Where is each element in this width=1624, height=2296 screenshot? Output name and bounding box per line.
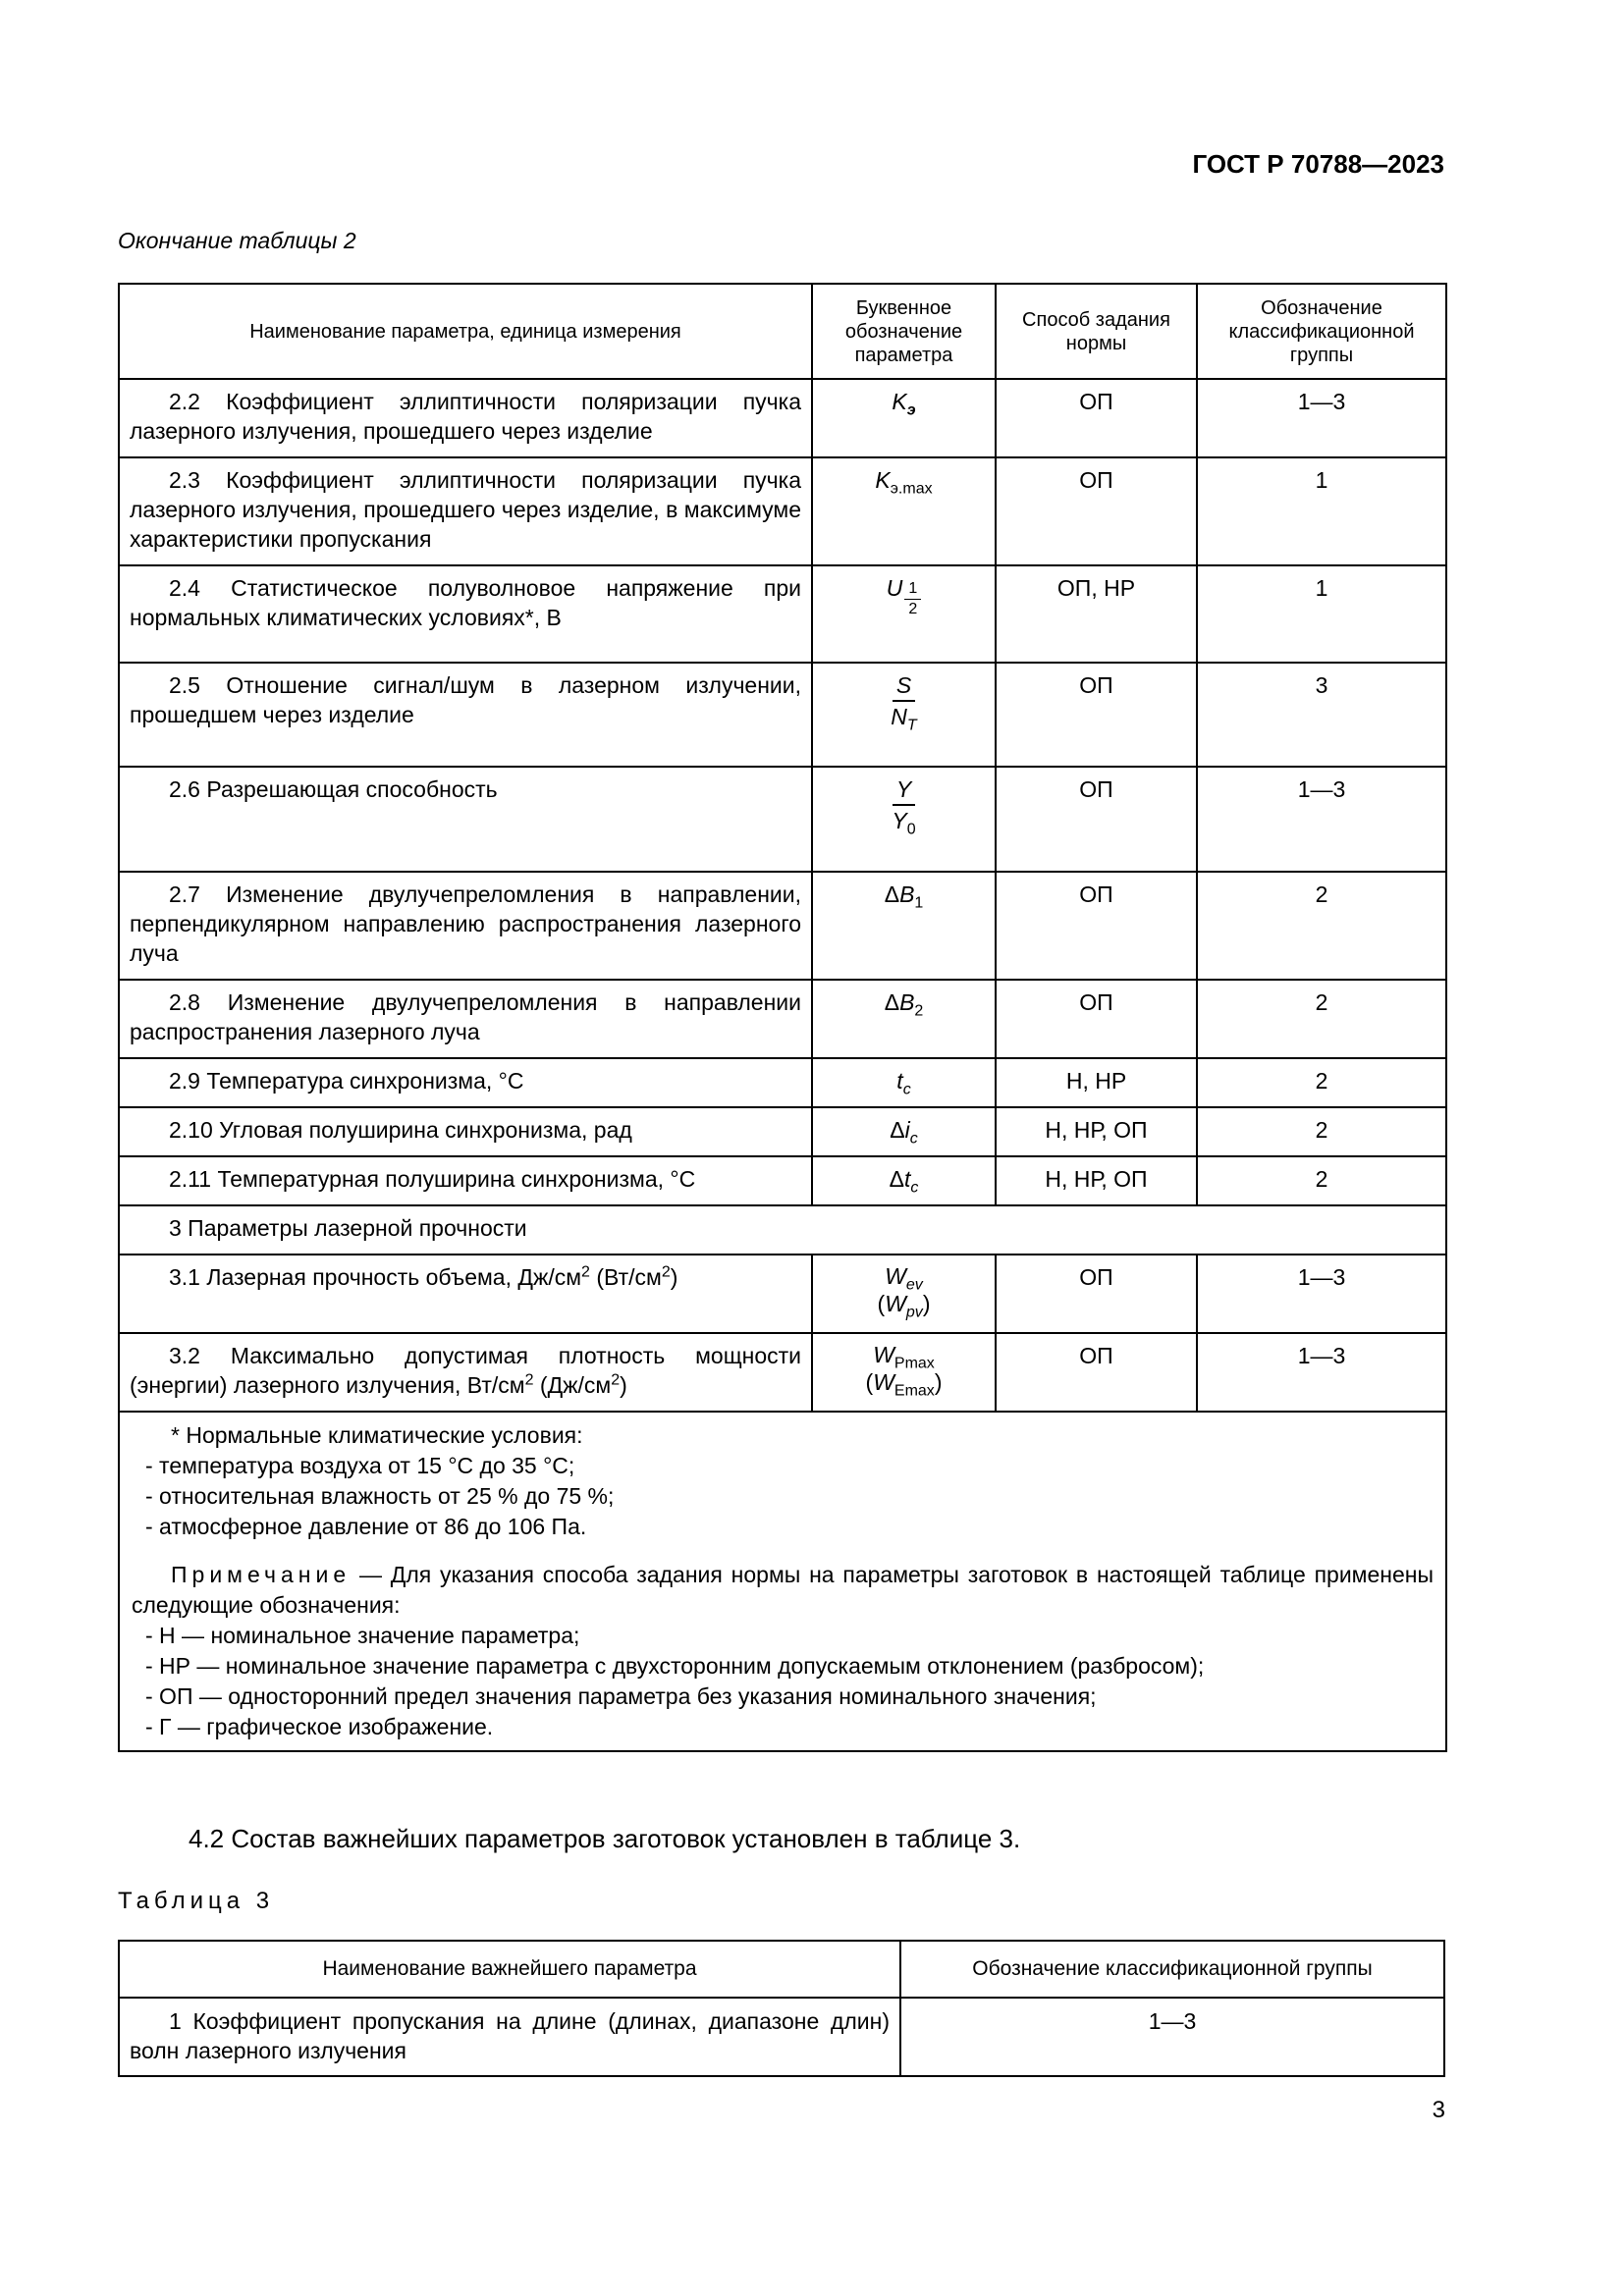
class-group: 2 [1197, 1156, 1446, 1205]
table-row [119, 379, 1446, 457]
norm-method: ОП [996, 980, 1197, 1058]
parameters-table [118, 283, 1447, 1752]
table-row [119, 1107, 1446, 1156]
class-group: 1—3 [1197, 379, 1446, 457]
table-row [119, 1333, 1446, 1412]
class-group: 1—3 [900, 1998, 1444, 2076]
note-item: - НР — номинальное значение параметра с двухсторонним допускаемым отклонением (разбросом); [145, 1653, 1205, 1679]
notes-row [119, 1412, 1446, 1751]
norm-method: ОП [996, 1255, 1197, 1333]
parameter-name: 2.10 Угловая полуширина синхронизма, рад [119, 1107, 812, 1156]
note-label: Примечание [171, 1562, 352, 1587]
table-notes [119, 1412, 1446, 1751]
table-row [119, 1156, 1446, 1205]
class-group: 1 [1197, 457, 1446, 565]
note-item: - ОП — односторонний предел значения параметра без указания номинального значения; [145, 1683, 1097, 1709]
parameter-name: 2.7 Изменение двулучепреломления в направлении, перпендикулярном направлению распространения лазерного луча [119, 872, 812, 980]
class-group: 1—3 [1197, 1333, 1446, 1412]
note-item: - Н — номинальное значение параметра; [145, 1623, 580, 1648]
norm-method: Н, НР, ОП [996, 1107, 1197, 1156]
key-parameters-table [118, 1940, 1445, 2077]
parameter-symbol: $K_э$ [812, 379, 996, 457]
table-row [119, 565, 1446, 663]
parameter-symbol: $t_c$ [812, 1058, 996, 1107]
header-key-parameter: Наименование важнейшего параметра [119, 1941, 900, 1998]
note-text: Примечание — Для указания способа задания нормы на параметры заготовок в настоящей таблице применены следующие обозначения: [132, 1562, 1434, 1618]
section-title: 3 Параметры лазерной прочности [119, 1205, 1446, 1255]
norm-method: ОП, НР [996, 565, 1197, 663]
table-row [119, 980, 1446, 1058]
section-row [119, 1205, 1446, 1255]
parameter-name: 2.6 Разрешающая способность [119, 767, 812, 872]
parameter-symbol: $W_{Pmax}$ $(W_{Emax})$ [812, 1333, 996, 1412]
footnote-item: - относительная влажность от 25 % до 75 %; [145, 1483, 615, 1509]
table-row [119, 457, 1446, 565]
header-class-group: Обозначение классификационной группы [900, 1941, 1444, 1998]
table-row [119, 767, 1446, 872]
parameter-symbol: U $\frac{1}{2}$ [812, 565, 996, 663]
table-row [119, 1255, 1446, 1333]
table-row [119, 663, 1446, 767]
parameter-name: 2.9 Температура синхронизма, °С [119, 1058, 812, 1107]
parameter-name: 2.3 Коэффициент эллиптичности поляризации пучка лазерного излучения, прошедшего через изделие, в максимуме характеристики пропускания [119, 457, 812, 565]
parameter-name: 2.2 Коэффициент эллиптичности поляризации пучка лазерного излучения, прошедшего через изделие [119, 379, 812, 457]
parameter-symbol: $\Delta i_c$ [812, 1107, 996, 1156]
table-row [119, 1998, 1444, 2076]
parameter-symbol: $K_{э.max}$ [812, 457, 996, 565]
class-group: 2 [1197, 872, 1446, 980]
note-item: - Г — графическое изображение. [145, 1714, 494, 1739]
paragraph-4-2: 4.2 Состав важнейших параметров заготовок установлен в таблице 3. [189, 1824, 1021, 1853]
document-code: ГОСТ Р 70788—2023 [1192, 149, 1444, 179]
table3-label: Таблица 3 [118, 1888, 275, 1914]
class-group: 1 [1197, 565, 1446, 663]
parameter-symbol: $\Delta B_1$ [812, 872, 996, 980]
footnote-title: * Нормальные климатические условия: [171, 1422, 583, 1448]
header-class-group: Обозначение классификационной группы [1197, 284, 1446, 379]
page-number: 3 [1432, 2097, 1445, 2123]
class-group: 3 [1197, 663, 1446, 767]
parameter-symbol: $\frac{S}{N_T}$ [812, 663, 996, 767]
parameter-name: 2.11 Температурная полуширина синхронизма, °С [119, 1156, 812, 1205]
class-group: 2 [1197, 1058, 1446, 1107]
parameter-symbol: $\frac{Y}{Y_0}$ [812, 767, 996, 872]
header-norm-method: Способ задания нормы [996, 284, 1197, 379]
table-header-row [119, 284, 1446, 379]
norm-method: ОП [996, 1333, 1197, 1412]
footnote-item: - атмосферное давление от 86 до 106 Па. [145, 1514, 587, 1539]
norm-method: Н, НР, ОП [996, 1156, 1197, 1205]
parameter-name: 2.8 Изменение двулучепреломления в направлении распространения лазерного луча [119, 980, 812, 1058]
norm-method: ОП [996, 457, 1197, 565]
class-group: 2 [1197, 980, 1446, 1058]
table-header-row [119, 1941, 1444, 1998]
norm-method: ОП [996, 872, 1197, 980]
parameter-name: 3.1 Лазерная прочность объема, $Дж/см^2$ $(Вт/см^2)$ [119, 1255, 812, 1333]
parameter-symbol: $W_{ev}$ $(W_{pv})$ [812, 1255, 996, 1333]
norm-method: Н, НР [996, 1058, 1197, 1107]
table-row [119, 1058, 1446, 1107]
header-symbol: Буквенное обозначение параметра [812, 284, 996, 379]
norm-method: ОП [996, 379, 1197, 457]
parameter-name: 2.5 Отношение сигнал/шум в лазерном излучении, прошедшем через изделие [119, 663, 812, 767]
header-parameter-name: Наименование параметра, единица измерения [119, 284, 812, 379]
norm-method: ОП [996, 663, 1197, 767]
class-group: 1—3 [1197, 767, 1446, 872]
parameter-name: 1 Коэффициент пропускания на длине (длинах, диапазоне длин) волн лазерного излучения [119, 1998, 900, 2076]
class-group: 1—3 [1197, 1255, 1446, 1333]
class-group: 2 [1197, 1107, 1446, 1156]
parameter-name: 2.4 Статистическое полуволновое напряжение при нормальных климатических условиях*, В [119, 565, 812, 663]
parameter-name: 3.2 Максимально допустимая плотность мощности (энергии) лазерного излучения, $Вт/см^2$ $(Дж/см^2)$ [119, 1333, 812, 1412]
parameter-symbol: $\Delta t_c$ [812, 1156, 996, 1205]
parameter-symbol: $\Delta B_2$ [812, 980, 996, 1058]
norm-method: ОП [996, 767, 1197, 872]
footnote-item: - температура воздуха от 15 °С до 35 °С; [145, 1453, 575, 1478]
table-continuation-caption: Окончание таблицы 2 [118, 228, 356, 253]
table-row [119, 872, 1446, 980]
